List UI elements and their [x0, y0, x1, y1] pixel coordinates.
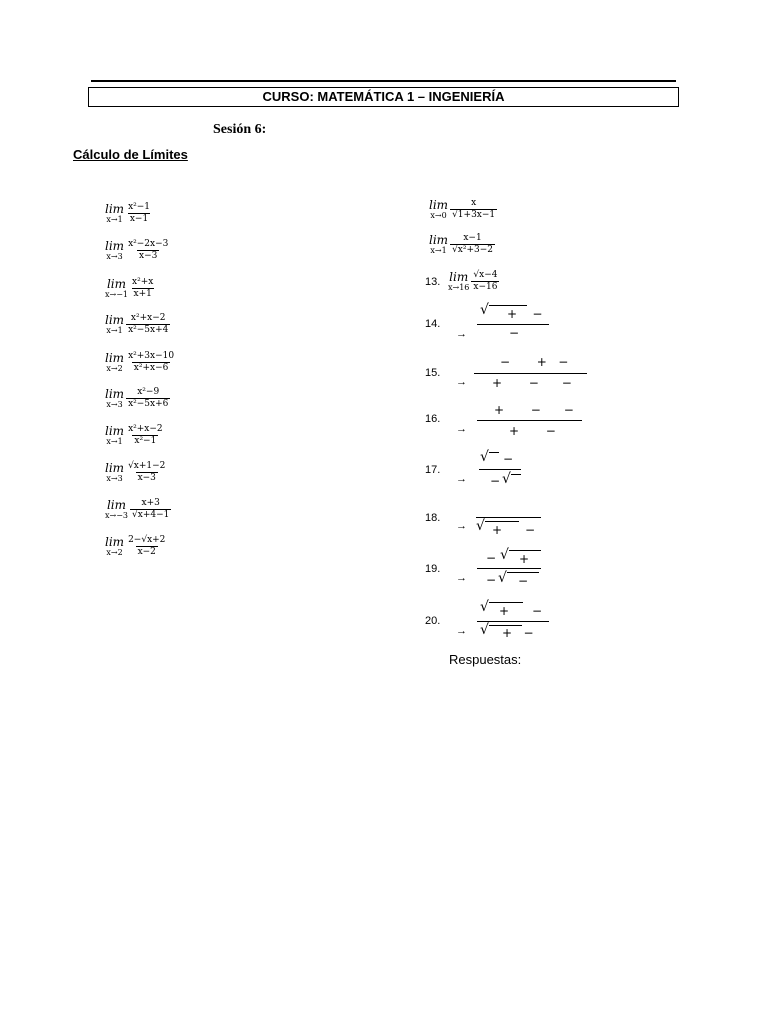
fraction-bar [474, 373, 587, 374]
limit-expression: lim x→16 $\frac{√x-4}{x-16}$ [448, 270, 498, 292]
sqrt-icon: √ [500, 547, 509, 563]
numerator: + − [507, 307, 543, 321]
item-number: 13. [425, 276, 441, 288]
item-number: 16. [425, 413, 441, 425]
limit-expression: lim x→3 $\frac{\text{x²−9}}{\text{x²−5x+6}}$ [105, 387, 169, 409]
denominator: − [509, 326, 520, 340]
limit-expression: lim x→1 $\frac{\text{x²−1}}{x-1}$ [105, 202, 151, 224]
item-number: 18. [425, 512, 441, 524]
numerator: − + − [500, 355, 569, 369]
radical-bar [511, 474, 521, 475]
denominator: + − [502, 626, 534, 640]
arrow-icon: → [456, 572, 467, 584]
limit-expression: lim x→1 $\frac{x-1}{\text{√x²+3−2}}$ [429, 233, 494, 255]
item-number: 14. [425, 318, 441, 330]
session-title: Sesión 6: [213, 122, 267, 137]
expression: + − [492, 523, 535, 537]
arrow-icon: → [456, 376, 467, 388]
fraction-bar [477, 324, 549, 325]
limit-expression: lim x→3 $\frac{√x+1-2}{x-3}$ [105, 461, 166, 483]
numerator: + − − [494, 403, 574, 417]
denominator: + − [509, 424, 556, 438]
item-number: 17. [425, 464, 441, 476]
sqrt-icon: √ [480, 599, 489, 615]
item-number: 19. [425, 563, 441, 575]
denominator: − [490, 474, 501, 488]
limit-expression: lim x→1 $\frac{\text{x²+x−2}}{\text{x²−1}}$ [105, 424, 163, 446]
numerator: − [503, 452, 514, 466]
sqrt-icon: √ [480, 622, 489, 638]
numerator: + [519, 552, 530, 566]
limit-expression: lim x→0 $\frac{x}{√1+3x-1}$ [429, 198, 496, 220]
radical-bar [485, 521, 519, 522]
radical-bar [489, 305, 527, 306]
radical-bar [509, 550, 541, 551]
arrow-icon: → [456, 520, 467, 532]
arrow-icon: → [456, 473, 467, 485]
numerator: − [486, 551, 497, 565]
arrow-icon: → [456, 625, 467, 637]
limit-expression: lim x→−3 $\frac{x+3}{√x+4-1}$ [105, 498, 170, 520]
radical-bar [489, 602, 523, 603]
limit-expression: lim x→2 $\frac{\text{x²+3x−10}}{\text{x²+x−6}}$ [105, 351, 175, 373]
denominator: − [518, 574, 529, 588]
fraction-bar [479, 469, 521, 470]
arrow-icon: → [456, 328, 467, 340]
denominator: − [486, 573, 497, 587]
limit-expression: lim x→3 $\frac{\text{x²−2x−3}}{x-3}$ [105, 239, 169, 261]
section-subtitle: Cálculo de Límites [73, 147, 188, 162]
overline [476, 517, 541, 518]
numerator: + − [499, 604, 542, 618]
fraction-bar [477, 568, 541, 569]
course-title: CURSO: MATEMÁTICA 1 – INGENIERÍA [88, 87, 679, 107]
sqrt-icon: √ [480, 449, 489, 465]
sqrt-icon: √ [498, 570, 507, 586]
answers-label: Respuestas: [449, 652, 522, 667]
sqrt-icon: √ [502, 471, 511, 487]
item-number: 20. [425, 615, 441, 627]
sqrt-icon: √ [476, 518, 485, 534]
sqrt-icon: √ [480, 302, 489, 318]
limit-expression: lim x→2 $\frac{2-√x+2}{x-2}$ [105, 535, 166, 557]
radical-bar [489, 452, 499, 453]
header-rule [91, 80, 676, 82]
radical-bar [507, 572, 539, 573]
item-number: 15. [425, 367, 441, 379]
fraction-bar [477, 420, 582, 421]
limit-expression: lim x→1 $\frac{\text{x²+x−2}}{\text{x²−5x+4}}$ [105, 313, 169, 335]
denominator: + − − [492, 376, 572, 390]
arrow-icon: → [456, 423, 467, 435]
limit-expression: lim x→−1 $\frac{\text{x²+x}}{x+1}$ [105, 277, 154, 299]
